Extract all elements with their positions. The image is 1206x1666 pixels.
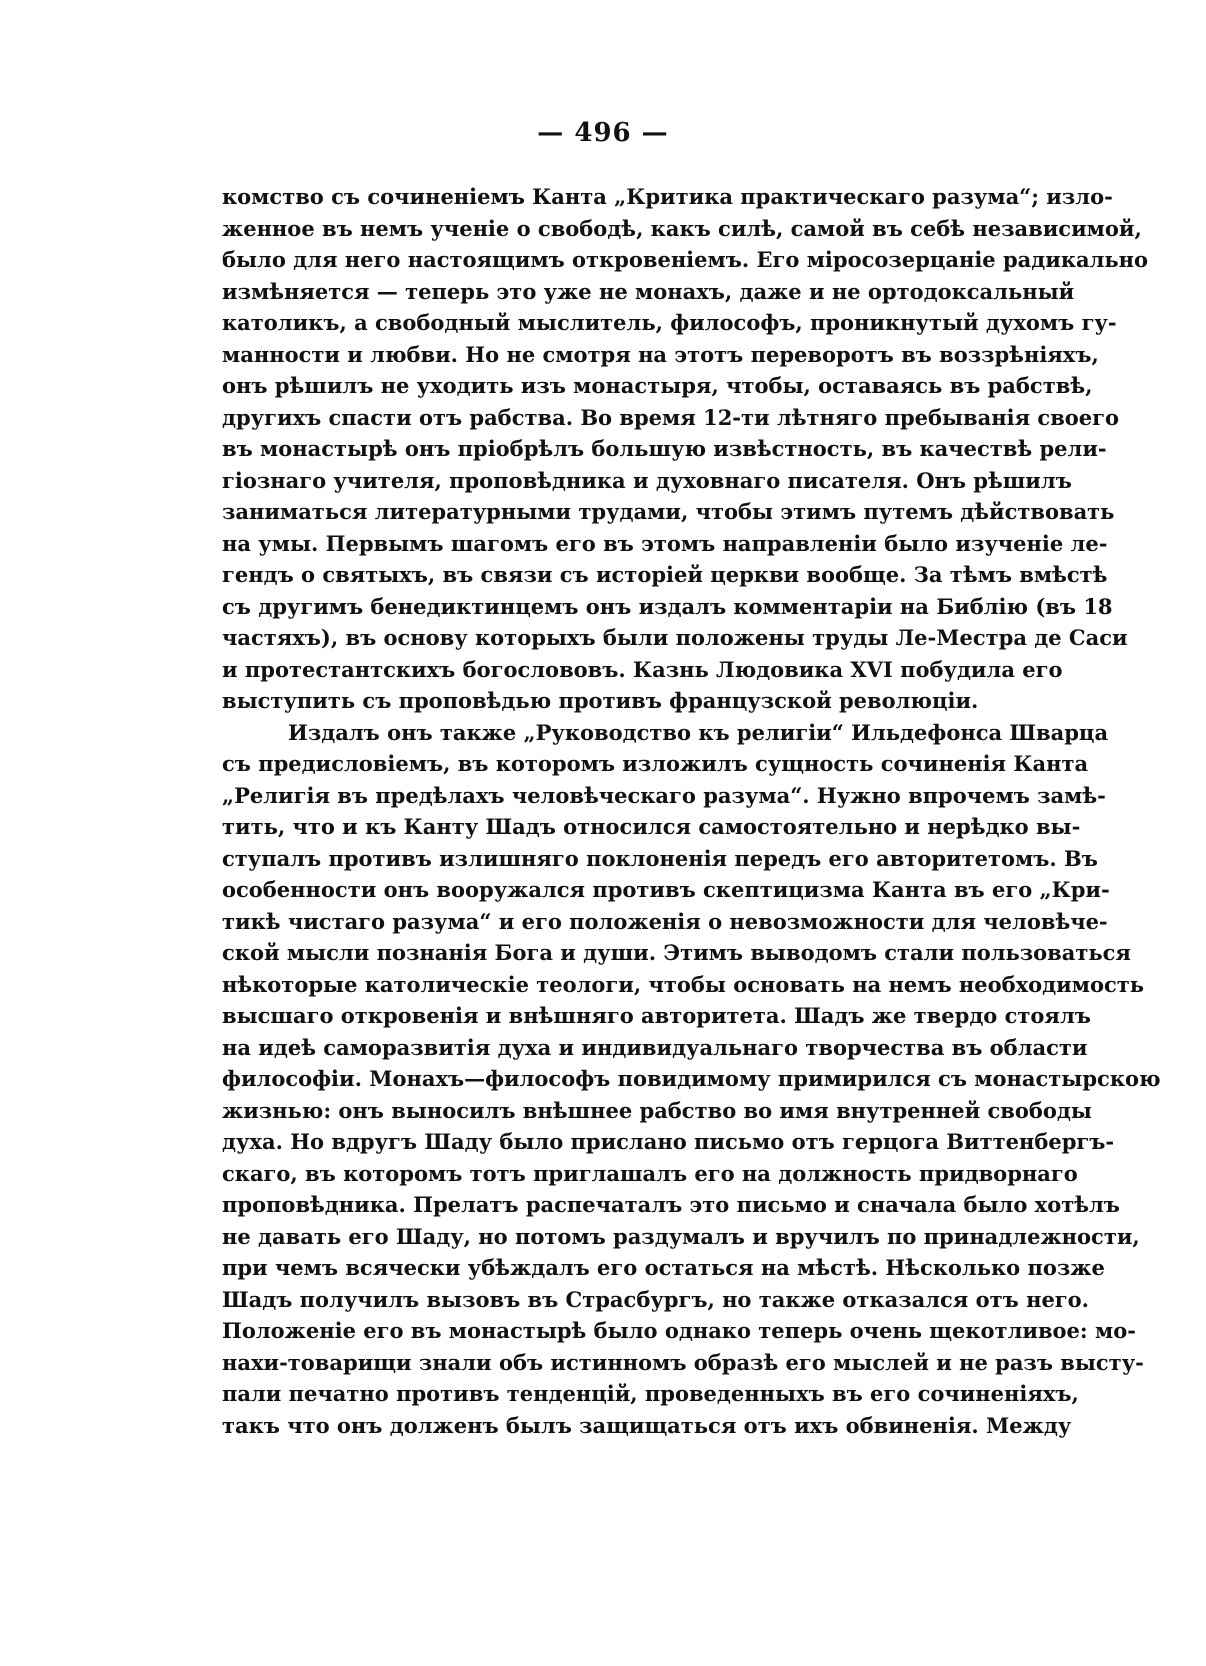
text-line: пали печатно противъ тенденцій, проведенныхъ въ его сочиненіяхъ, [222,1381,1079,1406]
text-line: комство съ сочиненіемъ Канта „Критика практическаго разума“; изло- [222,184,1113,209]
text-line: женное въ немъ ученіе о свободѣ, какъ силѣ, самой въ себѣ независимой, [222,215,1142,241]
paragraph [222,181,1149,717]
text-line: духа. Но вдругъ Шаду было прислано письмо отъ герцога Виттенбергъ- [222,1129,1115,1154]
body-text [222,181,1161,1441]
text-line: „Религія въ предѣлахъ человѣческаго разума“. Нужно впрочемъ замѣ- [222,782,1106,808]
text-line: было для него настоящимъ откровеніемъ. Его міросозерцаніе радикально [222,247,1149,272]
text-line: и протестантскихъ богослововъ. Казнь Людовика XVI побудила его [222,656,1063,682]
text-line: на умы. Первымъ шагомъ его въ этомъ направленіи было изученіе ле- [222,530,1108,556]
text-line: жизнью: онъ выносилъ внѣшнее рабство во имя внутренней свободы [222,1097,1092,1123]
text-line: католикъ, а свободный мыслитель, философъ, проникнутый духомъ гу- [222,310,1117,335]
text-line: высшаго откровенія и внѣшняго авторитета. Шадъ же твердо стоялъ [222,1003,1091,1028]
text-line: тить, что и къ Канту Шадъ относился самостоятельно и нерѣдко вы- [222,814,1081,839]
page-number: — 496 — [537,118,669,148]
text-line: заниматься литературными трудами, чтобы этимъ путемъ дѣйствовать [222,499,1115,524]
text-line: съ предисловіемъ, въ которомъ изложилъ сущность сочиненія Канта [222,751,1089,776]
text-line: измѣняется — теперь это уже не монахъ, даже и не ортодоксальный [222,278,1075,304]
text-line: философіи. Монахъ—философъ повидимому примирился съ монастырскою [222,1066,1161,1091]
text-line: особенности онъ вооружался противъ скептицизма Канта въ его „Кри- [222,877,1110,902]
text-line: ступалъ противъ излишняго поклоненія передъ его авторитетомъ. Въ [222,845,1098,871]
text-line: онъ рѣшилъ не уходить изъ монастыря, чтобы, оставаясь въ рабствѣ, [222,373,1093,398]
text-line: ской мысли познанія Бога и души. Этимъ выводомъ стали пользоваться [222,940,1131,965]
text-line: Издалъ онъ также „Руководство къ религіи“ Ильдефонса Шварца [288,719,1109,745]
text-line: тикѣ чистаго разума“ и его положенія о невозможности для человѣче- [222,908,1108,934]
text-line: гендъ о святыхъ, въ связи съ исторіей церкви вообще. За тѣмъ вмѣстѣ [222,562,1108,587]
text-line: при чемъ всячески убѣждалъ его остаться на мѣстѣ. Нѣсколько позже [222,1255,1105,1280]
text-line: другихъ спасти отъ рабства. Во время 12-ти лѣтняго пребыванія своего [222,404,1120,430]
text-line: выступить съ проповѣдью противъ французской революціи. [222,688,979,713]
text-line: нахи-товарищи знали объ истинномъ образѣ его мыслей и не разъ высту- [222,1349,1144,1375]
paragraph [222,717,1161,1442]
text-line: съ другимъ бенедиктинцемъ онъ издалъ комментаріи на Библію (въ 18 [222,593,1113,619]
text-line: Шадъ получилъ вызовъ въ Страсбургъ, но также отказался отъ него. [222,1286,1089,1312]
text-line: не давать его Шаду, но потомъ раздумалъ и вручилъ по принадлежности, [222,1223,1140,1249]
text-line: Положеніе его въ монастырѣ было однако теперь очень щекотливое: мо- [222,1318,1136,1343]
text-line: гіознаго учителя, проповѣдника и духовнаго писателя. Онъ рѣшилъ [222,467,1072,493]
text-line: на идеѣ саморазвитія духа и индивидуальнаго творчества въ области [222,1034,1088,1060]
text-line: скаго, въ которомъ тотъ приглашалъ его на должность придворнаго [222,1160,1078,1186]
text-line: проповѣдника. Прелатъ распечаталъ это письмо и сначала было хотѣлъ [222,1192,1120,1217]
text-line: такъ что онъ долженъ былъ защищаться отъ ихъ обвиненія. Между [222,1412,1072,1438]
text-line: манности и любви. Но не смотря на этотъ переворотъ въ воззрѣніяхъ, [222,341,1099,367]
text-line: въ монастырѣ онъ пріобрѣлъ большую извѣстность, въ качествѣ рели- [222,436,1107,461]
text-line: частяхъ), въ основу которыхъ были положены труды Ле-Местра де Саси [222,625,1128,650]
text-line: нѣкоторые католическіе теологи, чтобы основать на немъ необходимость [222,971,1145,997]
